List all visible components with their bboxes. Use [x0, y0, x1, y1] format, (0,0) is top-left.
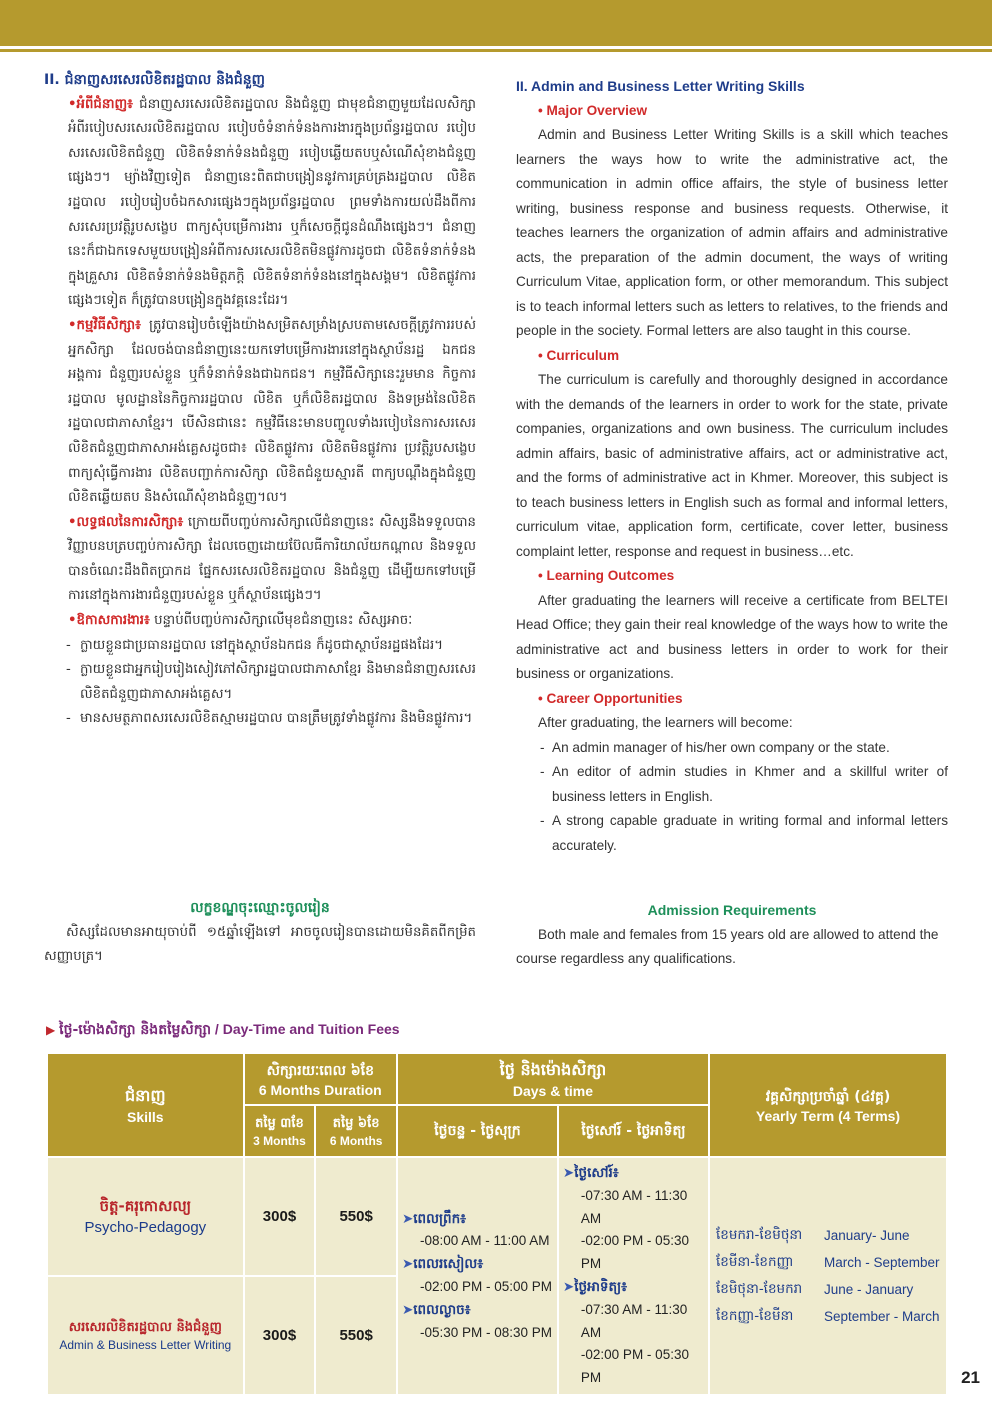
table-row: [48, 1158, 946, 1275]
term-en: March - September: [823, 1254, 940, 1270]
khmer-curriculum-label: •កម្មវិធីសិក្សា៖: [68, 317, 141, 333]
khmer-admission: [44, 896, 476, 970]
price-3m-cell: 300$: [245, 1277, 315, 1394]
terms-cell: [710, 1158, 946, 1394]
arrow-icon: ➤: [562, 1165, 575, 1181]
table-header-row: [48, 1054, 946, 1104]
fees-heading-en: Day-Time and Tuition Fees: [222, 1021, 400, 1037]
top-rule: [0, 49, 992, 52]
skill-cell: [48, 1277, 243, 1394]
term-row: [716, 1303, 940, 1330]
curriculum-heading: • Curriculum: [538, 347, 620, 363]
career-item: - An editor of admin studies in Khmer and a skillful writer of business letters in English.: [516, 760, 948, 809]
term-header: [710, 1054, 946, 1156]
session-time: -02:00 PM - 05:30 PM: [580, 1347, 689, 1386]
session-time: -05:30 PM - 08:30 PM: [419, 1324, 553, 1340]
skills-header: [48, 1054, 243, 1156]
fees-table: [46, 1052, 948, 1396]
arrow-icon: ➤: [562, 1278, 575, 1295]
curriculum-label: [516, 344, 948, 369]
skill-km: សរសេរលិខិតរដ្ឋបាល និងជំនួញ: [68, 1319, 222, 1335]
english-admission: [516, 898, 948, 972]
skills-header-en: Skills: [127, 1109, 164, 1125]
price-6m-header-km: តម្លៃ ៦ខែ: [332, 1115, 380, 1131]
skills-header-km: ជំនាញ: [125, 1086, 166, 1105]
weekday-header-text: ថ្ងៃចន្ទ - ថ្ងៃសុក្រ: [434, 1122, 521, 1139]
duration-header-en: 6 Months Duration: [258, 1081, 382, 1098]
skill-cell: [48, 1158, 243, 1275]
term-en: January- June: [823, 1227, 910, 1243]
session-label: [402, 1253, 553, 1276]
price-6m-header: [316, 1106, 396, 1156]
khmer-career: [44, 609, 476, 634]
term-km: ខែមិថុនា-ខែមករា: [715, 1280, 803, 1297]
khmer-outcomes: [44, 511, 476, 609]
session-label-text: ពេលល្ងាច៖: [413, 1301, 471, 1318]
english-column: [516, 74, 948, 858]
term-km: ខែកញ្ញា-ខែមីនា: [715, 1307, 794, 1324]
khmer-outcomes-text: ក្រោយពីបញ្ចប់ការសិក្សាលើជំនាញនេះ សិស្សនឹងទទួលបានវិញ្ញាបនបត្របញ្ចប់ការសិក្សា ដែលចេញដោយប៊ែលធីការិយាល័យកណ្ដាល និងទទួលបានចំណេះដឹងពិតប្រាកដ ផ្នែកសរសេរលិខិតរដ្ឋបាល និងជំនួញ ដើម្បីយកទៅបម្រើការនៅក្នុងការងារជំនួញរបស់ខ្លួន ឬក៏ស្ថាប័នផ្សេងៗ។: [68, 514, 476, 604]
session-label: [402, 1208, 553, 1231]
career-label: [516, 687, 948, 712]
admission-title: Admission Requirements: [647, 902, 817, 918]
khmer-column: [44, 68, 476, 732]
page-number: 21: [961, 1368, 980, 1387]
days-header-km: ថ្ងៃ និងម៉ោងសិក្សា: [499, 1060, 607, 1079]
fees-heading-km: ថ្ងៃ-ម៉ោងសិក្សា និងតម្លៃសិក្សា: [59, 1022, 212, 1038]
khmer-admission-text: សិស្សដែលមានអាយុចាប់ពី ១៥ឆ្នាំឡើងទៅ អាចចូលរៀនបានដោយមិនគិតពីកម្រិតសញ្ញាបត្រ។: [44, 924, 476, 965]
price-3m-header-en: 3 Months: [253, 1133, 306, 1148]
term-en: June - January: [823, 1281, 914, 1297]
admission-text: Both male and females from 15 years old are allowed to attend the course regardless any qualifications.: [516, 926, 939, 966]
overview-text: Admin and Business Letter Writing Skills is a skill which teaches learners the ways how to write the administrative act, the communication in admin office affairs, the style of business letter writing, business response and business requests. Otherwise, it teaches learners the organization of admin affairs and administrative acts, the preparation of the admin document, the ways of writing Curriculum Vitae, application form, or other memorandum. This subject is to teach informal letters such as letters to relatives, to the friends and people in the society. Formal letters are also taught in this course.: [516, 127, 948, 338]
career-item: - An admin manager of his/her own company or the state.: [516, 736, 948, 761]
fees-heading: [46, 1020, 400, 1041]
khmer-curriculum: [44, 314, 476, 511]
outcomes-heading: • Learning Outcomes: [538, 568, 675, 583]
overview-label: [516, 99, 948, 124]
khmer-career-list: [44, 634, 476, 732]
triangle-icon: ▶: [46, 1023, 56, 1037]
price-3m-header: [245, 1106, 315, 1156]
price-3m-header-km: តម្លៃ ៣ខែ: [255, 1115, 304, 1131]
fees-heading-sep: /: [211, 1021, 223, 1037]
session-label: [563, 1162, 704, 1185]
term-row: [716, 1276, 940, 1303]
career-list: [516, 736, 948, 859]
curriculum-text: The curriculum is carefully and thoroughly designed in accordance with the demands of the learners in order to work for the state, private companies, organizations and own business. The curriculum includes admin affairs, basic of administrative affairs, act or administrative act, and the forms of administrative act in Khmer. Moreover, this subject is to teach business letters in English such as formal and informal letters, curriculum vitae, application form, certificate, cover letter, business complaint letter, response and request in business…etc.: [516, 372, 948, 559]
khmer-overview: [44, 93, 476, 314]
outcomes-label: [516, 564, 948, 589]
session-time: -02:00 PM - 05:00 PM: [419, 1278, 553, 1294]
career-text: After graduating, the learners will become:: [538, 715, 793, 730]
session-time: -07:30 AM - 11:30 AM: [580, 1301, 688, 1340]
session-label-text: ថ្ងៃអាទិត្យ៖: [574, 1278, 628, 1295]
khmer-curriculum-text: ត្រូវបានរៀបចំឡើងយ៉ាងសម្រិតសម្រាំងស្របតាមសេចក្ដីត្រូវការរបស់អ្នកសិក្សា ដែលចង់បានជំនាញនេះយកទៅបម្រើការងារនៅក្នុងស្ថាប័នរដ្ឋ ឯកជន អង្គការ ជំនួញរបស់ខ្លួន ឬក៏ទំនាក់ទំនងជាឯកជន។ កម្មវិធីសិក្សានេះរួមមាន កិច្ចការរដ្ឋបាល មូលដ្ឋាននៃកិច្ចការរដ្ឋបាល លិខិត ឬក៏លិខិតរដ្ឋបាល និងទម្រង់នៃលិខិតរដ្ឋបាលជាភាសាខ្មែរ។ បើសិនជានេះ កម្មវិធីនេះមានបញ្ចូលទាំងរបៀបនៃការសរសេរលិខិតជំនួញជាភាសាអង់គ្លេសដូចជា៖ លិខិតផ្លូវការ លិខិតមិនផ្លូវការ ប្រវត្តិរូបសង្ខេប ពាក្យសុំធ្វើការងារ លិខិតបញ្ជាក់ការសិក្សា លិខិតជំនួយស្មារតី ពាក្យបណ្ដឹងក្នុងជំនួញ លិខិតឆ្លើយតប និងសំណើសុំខាងជំនួញ។ល។: [68, 317, 476, 506]
arrow-icon: ➤: [401, 1256, 414, 1273]
weekday-times-cell: [398, 1158, 557, 1394]
khmer-admission-title: លក្ខខណ្ឌចុះឈ្មោះចូលរៀន: [190, 900, 330, 916]
session-label-text: ពេលរសៀល៖: [413, 1256, 484, 1273]
session-label: [563, 1276, 704, 1299]
khmer-section-title: II. ជំនាញសរសេរលិខិតរដ្ឋបាល និងជំនួញ: [44, 72, 265, 88]
term-en: September - March: [823, 1308, 940, 1324]
weekend-header-text: ថ្ងៃសៅរ៍ - ថ្ងៃអាទិត្យ: [581, 1122, 686, 1139]
session-time: -02:00 PM - 05:30 PM: [580, 1233, 689, 1272]
khmer-career-label: •ឱកាសការងារ៖: [68, 613, 150, 629]
khmer-overview-label: •អំពីជំនាញ៖: [68, 96, 133, 112]
overview-heading: • Major Overview: [538, 102, 648, 118]
weekday-header: [398, 1106, 557, 1156]
session-label-text: ពេលព្រឹក៖: [413, 1210, 467, 1227]
price-3m-cell: 300$: [245, 1158, 315, 1275]
session-label-text: ថ្ងៃសៅរ៍៖: [574, 1165, 619, 1181]
khmer-overview-text: ជំនាញសរសេរលិខិតរដ្ឋបាល និងជំនួញ ជាមុខជំនាញមួយដែលសិក្សាអំពីរបៀបសរសេរលិខិតរដ្ឋបាល របៀបចំទំនាក់ទំនងការងារក្នុងប្រព័ន្ធរដ្ឋបាល របៀបសរសេរលិខិតជំនួញ លិខិតទំនាក់ទំនងជំនួញ របៀបឆ្លើយតបឬសំណើសុំខាងជំនួញផ្សេងៗ។ ម្យ៉ាងវិញទៀត ជំនាញនេះពិតជាបង្រៀននូវការគ្រប់គ្រងរដ្ឋបាល លិខិតរដ្ឋបាល របៀបរៀបចំឯកសារផ្សេងៗក្នុងប្រព័ន្ធរដ្ឋបាល ព្រមទាំងការយល់ដឹងពីការសរសេរប្រវត្តិរូបសង្ខេប ពាក្យសុំបម្រើការងារ ឬក៏សេចក្ដីជូនដំណឹងផ្សេងៗ។ ជំនាញនេះក៏ជាឯកទេសមួយបង្រៀនអំពីការសរសេរលិខិតមិនផ្លូវការដូចជា លិខិតទំនាក់ទំនងក្នុងគ្រួសារ លិខិតទំនាក់ទំនងមិត្តភក្តិ លិខិតទំនាក់ទំនងនៅក្នុងសង្គម។ លិខិតផ្លូវការផ្សេងៗទៀត ក៏ត្រូវបានបង្រៀនក្នុងវគ្គនេះដែរ។: [68, 96, 476, 309]
weekend-header: [559, 1106, 708, 1156]
khmer-outcomes-label: •លទ្ធផលនៃការសិក្សា៖: [68, 514, 184, 530]
duration-header: [245, 1054, 396, 1104]
arrow-icon: ➤: [401, 1301, 414, 1318]
session-time: -07:30 AM - 11:30 AM: [580, 1187, 688, 1226]
career-item: - A strong capable graduate in writing formal and informal letters accurately.: [516, 809, 948, 858]
outcomes-text: After graduating the learners will receive a certificate from BELTEI Head Office; they gain their real knowledge of the ways how to write the administrative act and business letters in order to work for their business or organizations.: [516, 592, 948, 681]
term-km: ខែមករា-ខែមិថុនា: [715, 1226, 803, 1243]
price-6m-cell: 550$: [316, 1277, 396, 1394]
session-label: [402, 1299, 553, 1322]
term-row: [716, 1222, 940, 1249]
english-section-title: II. Admin and Business Letter Writing Skills: [516, 78, 805, 94]
skill-en: Psycho-Pedagogy: [84, 1218, 207, 1236]
days-header: [398, 1054, 708, 1104]
days-header-en: Days & time: [512, 1083, 594, 1099]
term-km: ខែមីនា-ខែកញ្ញា: [715, 1253, 794, 1270]
term-header-km: វគ្គសិក្សាប្រចាំឆ្នាំ (៤វគ្គ): [765, 1088, 891, 1105]
arrow-icon: ➤: [401, 1210, 414, 1227]
khmer-career-item: - ក្លាយខ្លួនជាអ្នករៀបរៀងសៀវភៅសិក្សារដ្ឋបាលជាភាសាខ្មែរ និងមានជំនាញសរសេរលិខិតជំនួញជាភាសាអង់គ្លេស។: [44, 658, 476, 707]
term-row: [716, 1249, 940, 1276]
price-6m-header-en: 6 Months: [329, 1133, 383, 1148]
duration-header-km: សិក្សារយៈពេល ៦ខែ: [266, 1062, 375, 1079]
skill-en: Admin & Business Letter Writing: [59, 1337, 232, 1352]
price-6m-cell: 550$: [316, 1158, 396, 1275]
khmer-career-item: - មានសមត្ថភាពសរសេរលិខិតស្មាមរដ្ឋបាល បានត្រឹមត្រូវទាំងផ្លូវការ និងមិនផ្លូវការ។: [44, 707, 476, 732]
khmer-career-item: - ក្លាយខ្លួនជាប្រធានរដ្ឋបាល នៅក្នុងស្ថាប័នឯកជន ក៏ដូចជាស្ថាប័នរដ្ឋផងដែរ។: [44, 634, 476, 659]
term-header-en: Yearly Term (4 Terms): [755, 1107, 901, 1124]
khmer-career-text: បន្ទាប់ពីបញ្ចប់ការសិក្សាលើមុខជំនាញនេះ សិស្សអាចៈ: [149, 613, 413, 629]
top-color-band: [0, 0, 992, 46]
weekend-times-cell: [559, 1158, 708, 1394]
session-time: -08:00 AM - 11:00 AM: [419, 1233, 550, 1249]
career-heading: • Career Opportunities: [538, 690, 683, 706]
skill-km: ចិត្ត-គរុកោសល្យ: [99, 1196, 192, 1215]
